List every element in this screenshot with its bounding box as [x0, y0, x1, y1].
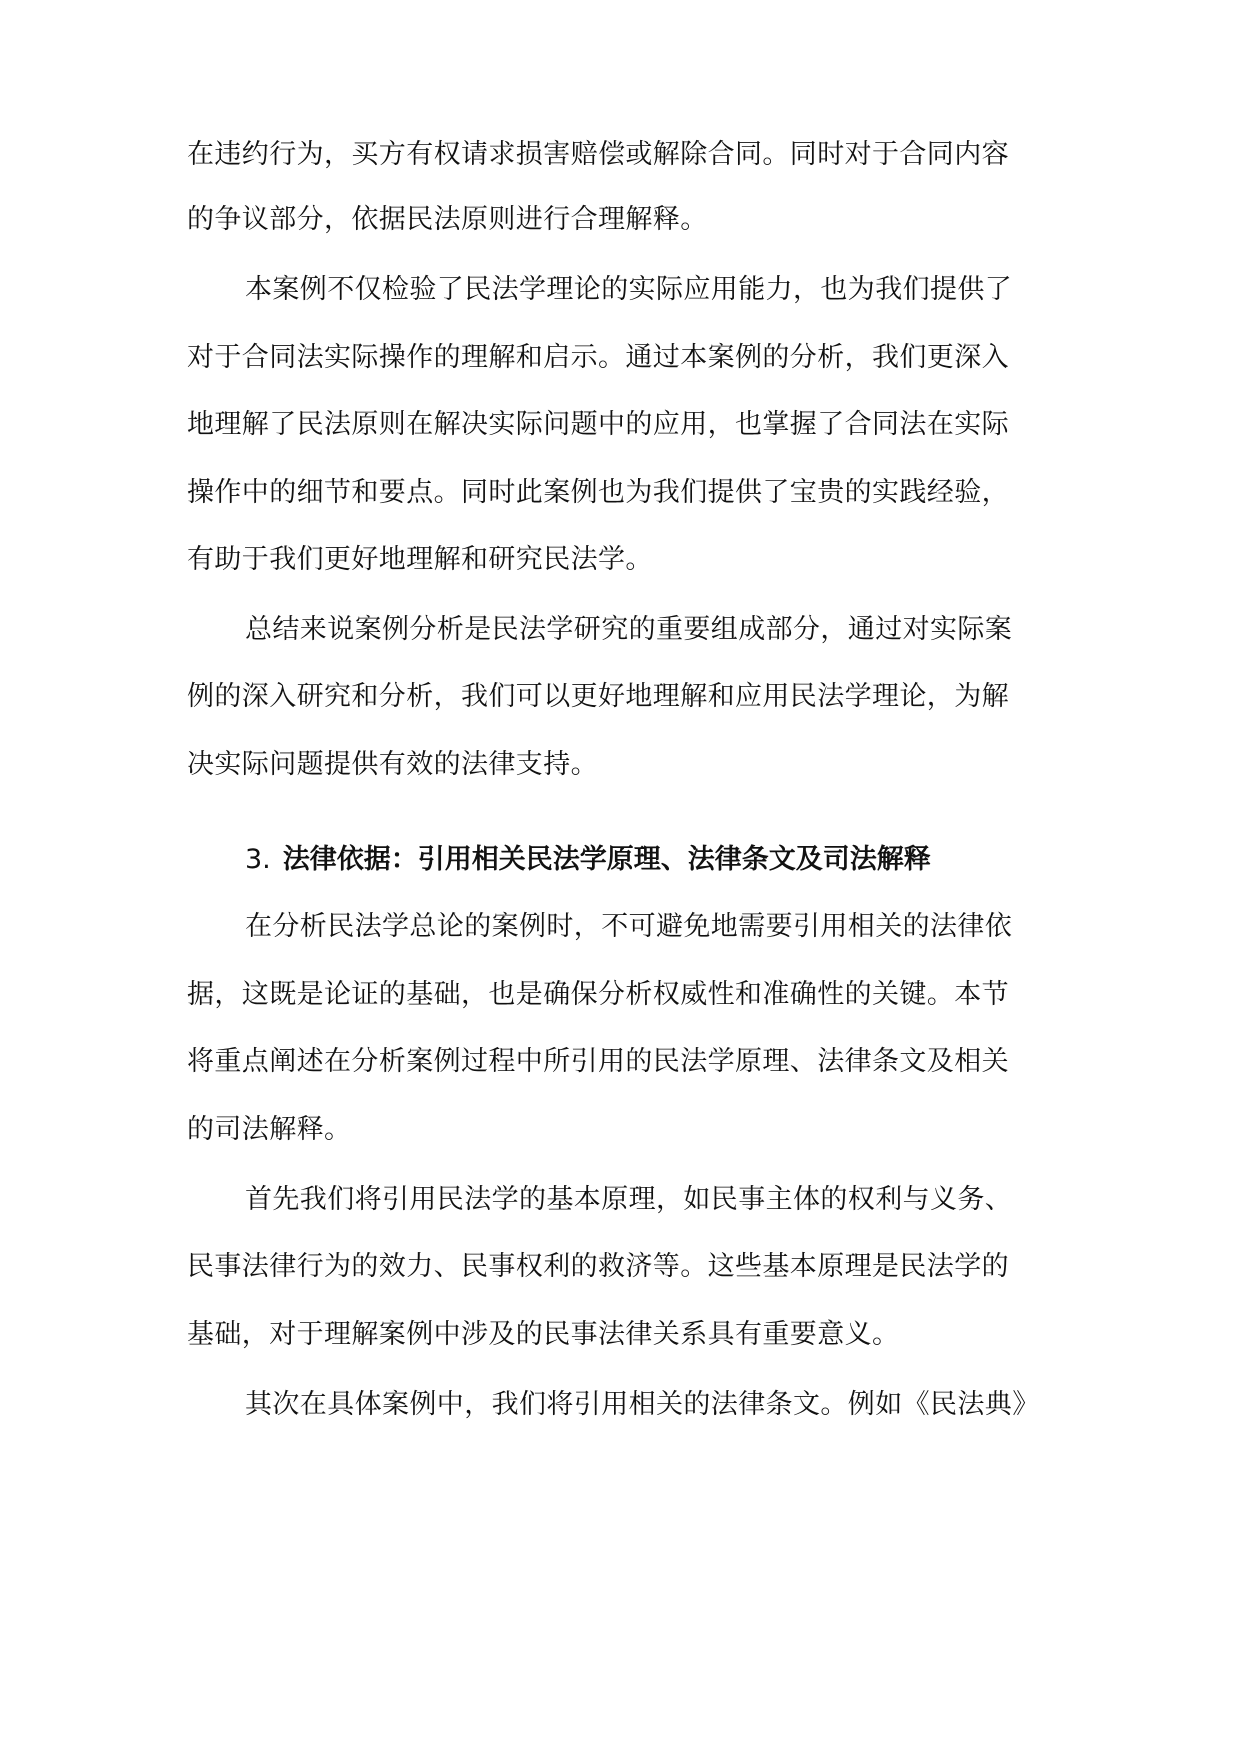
paragraph-line: 在分析民法学总论的案例时，不可避免地需要引用相关的法律依 [245, 911, 1013, 942]
paragraph-line: 其次在具体案例中，我们将引用相关的法律条文。例如《民法典》 [245, 1389, 1040, 1420]
section-heading [245, 840, 931, 880]
paragraph-line: 地理解了民法原则在解决实际问题中的应用，也掌握了合同法在实际 [187, 409, 1009, 440]
paragraph-line: 例的深入研究和分析，我们可以更好地理解和应用民法学理论，为解 [187, 681, 1009, 712]
paragraph-line: 的司法解释。 [187, 1114, 352, 1145]
paragraph-line: 将重点阐述在分析案例过程中所引用的民法学原理、法律条文及相关 [187, 1046, 1009, 1077]
section-number: 3. [245, 844, 271, 875]
section-title: 法律依据：引用相关民法学原理、法律条文及司法解释 [282, 844, 931, 875]
paragraph-line: 操作中的细节和要点。同时此案例也为我们提供了宝贵的实践经验， [187, 477, 1009, 508]
paragraph-line: 本案例不仅检验了民法学理论的实际应用能力，也为我们提供了 [245, 274, 1013, 305]
paragraph-line: 基础，对于理解案例中涉及的民事法律关系具有重要意义。 [187, 1319, 900, 1350]
paragraph-line: 首先我们将引用民法学的基本原理，如民事主体的权利与义务、 [245, 1184, 1013, 1215]
paragraph-line: 总结来说案例分析是民法学研究的重要组成部分，通过对实际案 [245, 614, 1013, 645]
paragraph-line: 在违约行为，买方有权请求损害赔偿或解除合同。同时对于合同内容 [187, 139, 1009, 170]
paragraph-line: 决实际问题提供有效的法律支持。 [187, 749, 598, 780]
paragraph-line: 的争议部分，依据民法原则进行合理解释。 [187, 204, 708, 235]
paragraph-line: 对于合同法实际操作的理解和启示。通过本案例的分析，我们更深入 [187, 342, 1009, 373]
paragraph-line: 据，这既是论证的基础，也是确保分析权威性和准确性的关键。本节 [187, 979, 1009, 1010]
paragraph-line: 民事法律行为的效力、民事权利的救济等。这些基本原理是民法学的 [187, 1251, 1009, 1282]
paragraph-line: 有助于我们更好地理解和研究民法学。 [187, 544, 653, 575]
